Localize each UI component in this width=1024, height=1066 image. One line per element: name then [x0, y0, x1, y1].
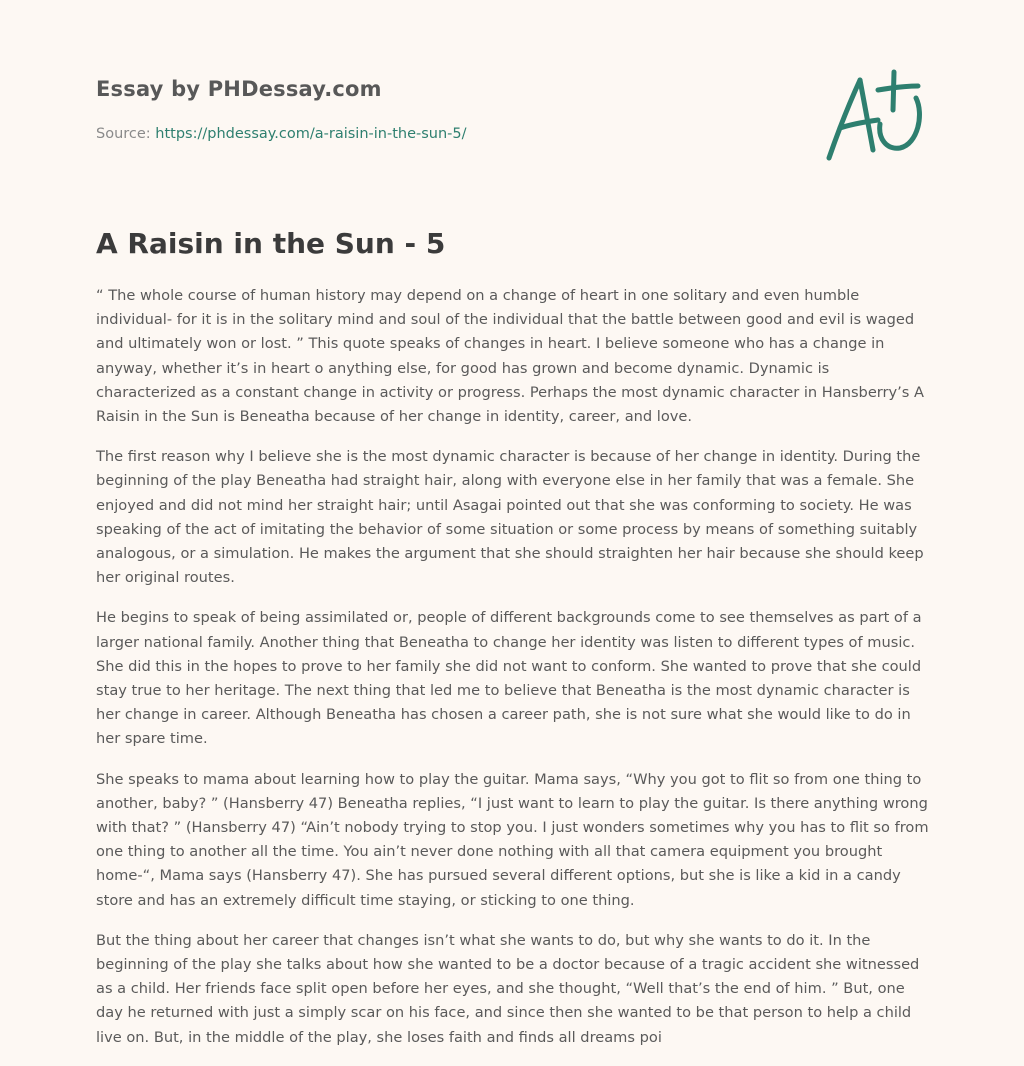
source-label: Source: [96, 126, 156, 142]
essay-paragraph: “ The whole course of human history may depend on a change of heart in one solitary and even humble individual- for it is in the solitary mind and soul of the individual that the battle between good and evil is waged and ultimately won or lost. ” This quote speaks of changes in heart. I believe someone who has a change in anyway, whether it’s in heart o anything else, for good has grown and become dynamic. Dynamic is characterized as a constant change in activity or progress. Perhaps the most dynamic character in Hansberry’s A Raisin in the Sun is Beneatha because of her change in identity, career, and love. [96, 287, 925, 426]
essay-paragraph: But the thing about her career that changes isn’t what she wants to do, but why she wants to do it. In the beginning of the play she talks about how she wanted to be a doctor because of a tragic accident she witnessed as a child. Her friends face split open before her eyes, and she thought, “Well that’s the end of him. ” But, one day he returned with just a simply scar on his face, and since then she wanted to be that person to help a child live on. But, in the middle of the play, she loses faith and finds all dreams poi [96, 931, 920, 1046]
page-header [96, 74, 467, 144]
essay-paragraph: He begins to speak of being assimilated or, people of different backgrounds come to see themselves as part of a larger national family. Another thing that Beneatha to change her identity was listen to different types of music. She did this in the hopes to prove to her family she did not want to conform. She wanted to prove that she could stay true to her heritage. The next thing that led me to believe that Beneatha is the most dynamic character is her change in career. Although Beneatha has chosen a career path, she is not sure what she would like to do in her spare time. [96, 609, 922, 748]
site-brand: Essay by PHDessay.com [96, 77, 382, 101]
source-link[interactable]: https://phdessay.com/a-raisin-in-the-sun-5/ [155, 126, 467, 142]
essay-body [96, 284, 932, 1066]
essay-paragraph: She speaks to mama about learning how to play the guitar. Mama says, “Why you got to flit so from one thing to another, baby? ” (Hansberry 47) Beneatha replies, “I just want to learn to play the guitar. Is there anything wrong with that? ” (Hansberry 47) “Ain’t nobody trying to stop you. I just wonders sometimes why you has to flit so from one thing to another all the time. You ain’t never done nothing with all that camera equipment you brought home-“, Mama says (Hansberry 47). She has pursued several different options, but she is like a kid in a candy store and has an extremely difficult time staying, or sticking to one thing. [96, 770, 929, 909]
a-plus-icon [820, 66, 930, 166]
essay-paragraph: The first reason why I believe she is the most dynamic character is because of her change in identity. During the beginning of the play Beneatha had straight hair, along with everyone else in her family that was a female. She enjoyed and did not mind her straight hair; until Asagai pointed out that she was conforming to society. He was speaking of the act of imitating the behavior of some situation or some process by means of something suitably analogous, or a simulation. He makes the argument that she should straighten her hair because she should keep her original routes. [96, 448, 924, 587]
source-line [96, 124, 467, 144]
essay-title: A Raisin in the Sun - 5 [96, 227, 446, 260]
